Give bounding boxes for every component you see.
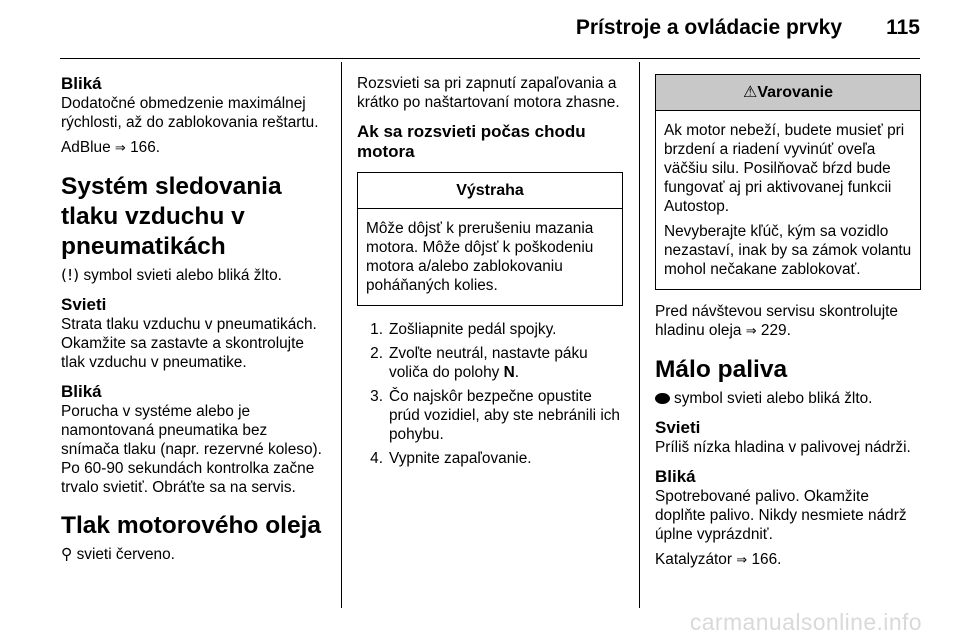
fuel-indicator-icon [655,393,670,404]
adblue-label: AdBlue [61,139,111,156]
oil-pressure-title: Tlak motorového oleja [61,512,322,539]
svieti-text: Strata tlaku vzduchu v pneumatikách. Okamžite sa zastavte a skontrolujte tlak vzduchu v pneumatike. [61,316,317,371]
column-1 [61,74,329,564]
ref-arrow-icon: ⇒ [745,324,757,339]
svieti-heading: Svieti [61,295,107,314]
steps-list [357,320,625,468]
blika-text: Dodatočné obmedzenie maximálnej rýchlosti, až do zablokovania reštartu. [61,95,319,131]
oil-symbol-text: svieti červeno. [76,546,175,563]
page-header [0,0,960,60]
catalyst-ref-line [655,550,923,570]
warning-paragraph-1: Ak motor nebeží, budete musieť pri brzdení a riadení vyvinúť oveľa väčšiu silu. Posilňovač bŕzd bude fungovať aj pri aktivovanej funkcii Autostop. [664,122,905,215]
oil-can-icon: ⚲ [61,546,73,563]
tpms-title: Systém sledovania tlaku vzduchu v pneumatikách [61,173,282,260]
catalyst-page-ref[interactable]: 166. [751,551,782,568]
fuel-symbol-line [655,389,923,408]
list-item: 1. Zošliapnite pedál spojky. [370,321,557,338]
page-number: 115 [886,16,920,39]
service-ref-line [655,302,923,341]
tpms-symbol-line [61,266,329,285]
ref-arrow-icon: ⇒ [114,141,126,156]
blika-heading: Bliká [61,74,102,93]
ref-arrow-icon: ⇒ [736,553,748,568]
adblue-ref-line [61,138,329,158]
tire-pressure-icon: (!) [61,266,80,284]
warning-triangle-icon: ⚠ [743,84,758,101]
oil-symbol-line [61,545,329,564]
warning-box [655,74,921,290]
catalyst-label: Katalyzátor [655,551,732,568]
caution-box [357,172,623,306]
blika-heading-fuel: Bliká [655,467,696,486]
column-divider-2 [639,62,640,608]
low-fuel-title: Málo paliva [655,356,788,383]
fuel-symbol-text: symbol svieti alebo bliká žlto. [674,390,873,407]
caution-body: Môže dôjsť k prerušeniu mazania motora. Môže dôjsť k poškodeniu motora a/alebo zablokovaniu poháňaných kolies. [366,220,594,294]
svieti-heading-fuel: Svieti [655,418,701,437]
service-text: Pred návštevou servisu skontrolujte hladinu oleja [655,303,898,339]
svieti-text-fuel: Príliš nízka hladina v palivovej nádrži. [655,439,911,456]
list-item: 2. Zvoľte neutrál, nastavte páku voliča do polohy N. [370,345,588,381]
list-item: 4. Vypnite zapaľovanie. [370,450,532,467]
service-page-ref[interactable]: 229. [760,322,791,339]
blika-text-2: Porucha v systéme alebo je namontovaná pneumatika bez snímača tlaku (napr. rezervné koleso). Po 60-90 sekundách kontrolka začne trvalo svietiť. Obráťte sa na servis. [61,403,322,496]
column-divider-1 [341,62,342,608]
warning-heading: ⚠Varovanie [656,75,920,111]
column-2 [357,74,625,473]
tpms-symbol-text: symbol svieti alebo bliká žlto. [83,267,282,284]
list-item: 3. Čo najskôr bezpečne opustite prúd vozidiel, aby ste nebránili ich pohybu. [370,388,620,443]
oil-intro-text: Rozsvieti sa pri zapnutí zapaľovania a krátko po naštartovaní motora zhasne. [357,75,620,111]
header-rule [60,58,920,59]
adblue-page-ref[interactable]: 166. [130,139,161,156]
gear-position-n: N [503,364,515,381]
watermark: carmanualsonline.info [689,609,922,635]
section-title: Prístroje a ovládacie prvky [575,16,842,39]
running-engine-subheading: Ak sa rozsvieti počas chodu motora [357,122,586,161]
caution-heading: Výstraha [358,173,622,209]
warning-paragraph-2: Nevyberajte kľúč, kým sa vozidlo nezastaví, inak by sa zámok volantu mohol nečakane zablokovať. [664,223,912,278]
blika-heading-2: Bliká [61,382,102,401]
column-3 [655,74,923,570]
blika-text-fuel: Spotrebované palivo. Okamžite doplňte palivo. Nikdy nesmiete nádrž úplne vyprázdniť. [655,488,907,543]
